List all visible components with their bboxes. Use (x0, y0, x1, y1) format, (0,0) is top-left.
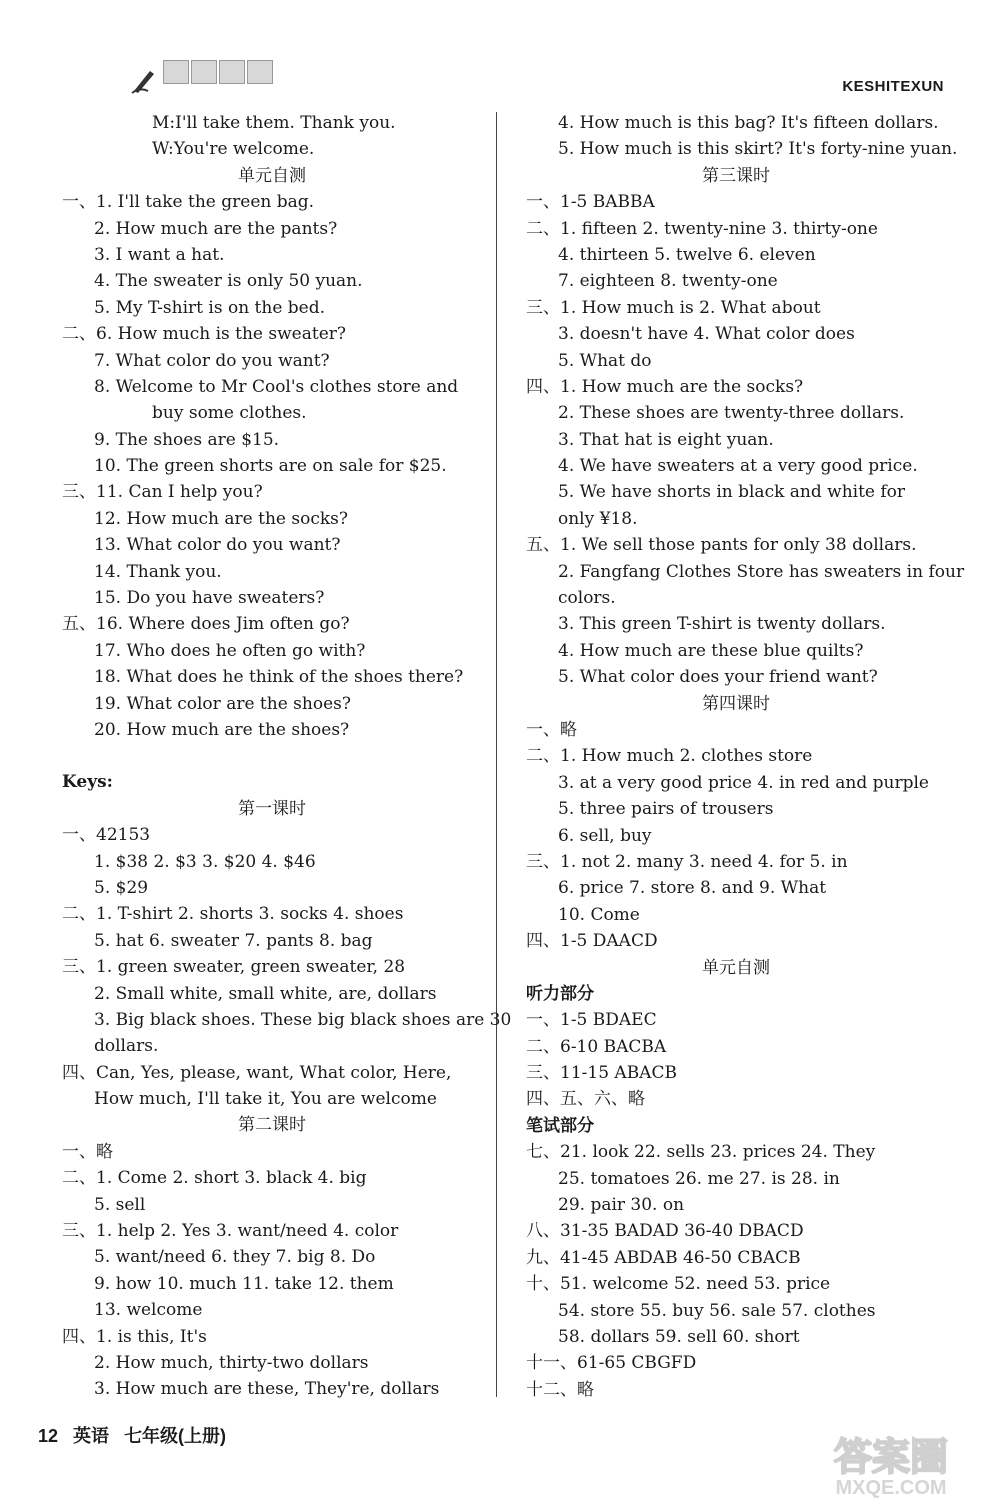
right-answer-line: 二、6-10 BACBA (526, 1036, 667, 1057)
right-answer-line: 3. This green T-shirt is twenty dollars. (558, 614, 886, 635)
right-answer-line: 4. thirteen 5. twelve 6. eleven (558, 244, 816, 265)
left-answer-line: 5. $29 (94, 877, 149, 898)
left-answer-line: 5. hat 6. sweater 7. pants 8. bag (94, 930, 373, 951)
left-answer-line: 15. Do you have sweaters? (94, 588, 325, 609)
left-answer-line: 二、1. T-shirt 2. shorts 3. socks 4. shoes (62, 904, 404, 925)
left-answer-line: 10. The green shorts are on sale for $25. (94, 456, 447, 477)
right-answer-line: 3. doesn't have 4. What color does (558, 324, 855, 345)
left-answer-line: 2. How much are the pants? (94, 218, 338, 239)
column-divider (496, 112, 497, 1397)
left-answer-line: 8. Welcome to Mr Cool's clothes store and (94, 376, 459, 397)
watermark-url: MXQE.COM (835, 1477, 947, 1499)
right-answer-line: 单元自测 (702, 957, 770, 978)
brand-label: KESHITEXUN (842, 78, 944, 95)
right-column (526, 110, 965, 1403)
left-answer-line: 三、1. help 2. Yes 3. want/need 4. color (62, 1221, 399, 1242)
right-answer-line: 2. These shoes are twenty-three dollars. (558, 403, 905, 424)
right-answer-line: 29. pair 30. on (558, 1195, 685, 1216)
left-answer-line: 三、11. Can I help you? (62, 482, 263, 503)
right-answer-line: 54. store 55. buy 56. sale 57. clothes (558, 1300, 876, 1321)
right-answer-line: 五、1. We sell those pants for only 38 dollars. (526, 535, 917, 556)
left-answer-line: 一、略 (62, 1141, 113, 1162)
left-answer-line: 3. Big black shoes. These big black shoes are 30 (94, 1009, 512, 1030)
right-answer-line: 6. price 7. store 8. and 9. What (558, 878, 827, 899)
right-answer-line: 三、1. not 2. many 3. need 4. for 5. in (526, 851, 848, 872)
right-answer-line: colors. (558, 588, 616, 609)
right-answer-line: 3. at a very good price 4. in red and purple (558, 772, 929, 793)
right-answer-line: 4. How much is this bag? It's fifteen dollars. (558, 113, 939, 133)
left-answer-line: 一、1. I'll take the green bag. (62, 192, 315, 213)
right-answer-line: 5. How much is this skirt? It's forty-nine yuan. (558, 139, 958, 160)
left-answer-line: 1. $38 2. $3 3. $20 4. $46 (94, 851, 316, 872)
left-answer-line: 19. What color are the shoes? (94, 693, 351, 714)
right-answer-line: 一、略 (526, 719, 577, 740)
right-answer-line: 25. tomatoes 26. me 27. is 28. in (558, 1168, 840, 1189)
left-answer-line: Keys: (62, 772, 113, 793)
right-answer-line: 一、1-5 BDAEC (526, 1010, 657, 1031)
pen-logo-icon (130, 65, 158, 95)
right-answer-line: 第四课时 (702, 693, 770, 714)
right-answer-line: 七、21. look 22. sells 23. prices 24. They (526, 1142, 876, 1163)
right-answer-line: 5. What color does your friend want? (558, 667, 878, 688)
left-answer-line: buy some clothes. (152, 403, 307, 424)
left-answer-line: 三、1. green sweater, green sweater, 28 (62, 957, 406, 978)
left-answer-line (62, 743, 482, 769)
left-answer-line: 单元自测 (238, 165, 306, 186)
left-answer-line: 第二课时 (238, 1115, 306, 1136)
right-answer-line: 二、1. fifteen 2. twenty-nine 3. thirty-one (526, 218, 878, 239)
right-answer-line: 5. What do (558, 350, 652, 371)
right-answer-line: 十二、略 (526, 1379, 594, 1400)
right-answer-line: 2. Fangfang Clothes Store has sweaters in four (558, 561, 965, 582)
subject-label: 英语 (73, 1426, 110, 1446)
left-answer-line: How much, I'll take it, You are welcome (94, 1089, 437, 1110)
left-answer-line: 4. The sweater is only 50 yuan. (94, 271, 363, 292)
right-answer-line: 九、41-45 ABDAB 46-50 CBACB (526, 1247, 801, 1268)
right-answer-line: 八、31-35 BADAD 36-40 DBACD (526, 1221, 804, 1242)
left-answer-line: dollars. (94, 1036, 159, 1057)
left-answer-line: 9. how 10. much 11. take 12. them (94, 1273, 394, 1294)
left-answer-line: 2. How much, thirty-two dollars (94, 1352, 369, 1373)
left-answer-line: 第一课时 (238, 798, 306, 819)
left-column (62, 110, 512, 1403)
right-answer-line: 3. That hat is eight yuan. (558, 429, 774, 450)
grade-label: 七年级(上册) (124, 1426, 227, 1446)
left-answer-line: W:You're welcome. (152, 139, 315, 160)
right-answer-line: 第三课时 (702, 165, 770, 186)
left-answer-line: 12. How much are the socks? (94, 508, 348, 529)
left-answer-line: 5. My T-shirt is on the bed. (94, 297, 326, 318)
left-answer-line: 5. want/need 6. they 7. big 8. Do (94, 1247, 376, 1268)
right-answer-line: 十一、61-65 CBGFD (526, 1353, 697, 1374)
left-answer-line: 18. What does he think of the shoes there? (94, 667, 464, 688)
right-answer-line: 笔试部分 (526, 1115, 594, 1136)
right-answer-line: only ¥18. (558, 508, 638, 529)
left-answer-line: 二、6. How much is the sweater? (62, 324, 346, 345)
left-answer-line: 17. Who does he often go with? (94, 640, 366, 661)
watermark (796, 1430, 986, 1500)
page-footer (38, 1422, 236, 1448)
right-answer-line: 58. dollars 59. sell 60. short (558, 1326, 800, 1347)
left-answer-line: 四、Can, Yes, please, want, What color, Here, (62, 1062, 452, 1083)
left-answer-line: 四、1. is this, It's (62, 1326, 207, 1347)
right-answer-line: 一、1-5 BABBA (526, 192, 655, 213)
right-answer-line: 7. eighteen 8. twenty-one (558, 271, 778, 292)
right-answer-line: 四、五、六、略 (526, 1089, 645, 1110)
left-answer-line: 3. I want a hat. (94, 244, 225, 265)
right-answer-line: 十、51. welcome 52. need 53. price (526, 1274, 831, 1295)
right-answer-line: 三、11-15 ABACB (526, 1063, 677, 1084)
right-answer-line: 三、1. How much is 2. What about (526, 297, 821, 318)
header-logo (130, 60, 280, 90)
page-number: 12 (38, 1426, 59, 1446)
left-answer-line: 20. How much are the shoes? (94, 719, 350, 740)
left-answer-line: 五、16. Where does Jim often go? (62, 614, 350, 635)
left-answer-line: 14. Thank you. (94, 561, 222, 582)
right-answer-line: 听力部分 (526, 983, 594, 1004)
left-answer-line: M:I'll take them. Thank you. (152, 113, 396, 133)
left-answer-line: 5. sell (94, 1194, 146, 1215)
left-answer-line: 9. The shoes are $15. (94, 429, 280, 450)
watermark-text: 答案圈 (833, 1435, 949, 1479)
left-answer-line: 7. What color do you want? (94, 350, 330, 371)
right-answer-line: 10. Come (558, 904, 640, 925)
left-answer-line: 二、1. Come 2. short 3. black 4. big (62, 1168, 367, 1189)
right-answer-line: 6. sell, buy (558, 825, 652, 846)
left-answer-line: 一、42153 (62, 825, 151, 846)
right-answer-line: 四、1. How much are the socks? (526, 376, 804, 397)
right-answer-line: 4. How much are these blue quilts? (558, 640, 864, 661)
left-answer-line: 13. welcome (94, 1300, 203, 1321)
left-answer-line: 13. What color do you want? (94, 535, 341, 556)
left-answer-line: 2. Small white, small white, are, dollars (94, 983, 437, 1004)
left-answer-line: 3. How much are these, They're, dollars (94, 1379, 440, 1400)
right-answer-line: 5. three pairs of trousers (558, 799, 774, 820)
right-answer-line: 5. We have shorts in black and white for (558, 482, 906, 503)
right-answer-line: 4. We have sweaters at a very good price. (558, 456, 918, 477)
right-answer-line: 四、1-5 DAACD (526, 931, 658, 952)
right-answer-line: 二、1. How much 2. clothes store (526, 746, 813, 767)
